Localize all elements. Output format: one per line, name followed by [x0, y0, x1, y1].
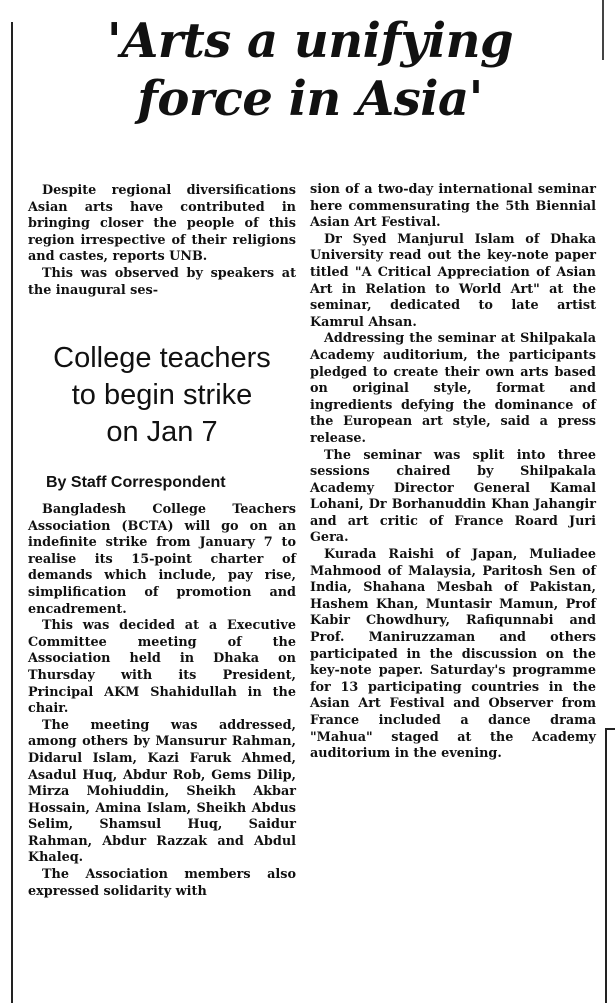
article-body-right-column	[310, 182, 596, 763]
headline-line-1: 'Arts a unifying	[106, 13, 514, 69]
sidebar-headline-line-2: to begin strike	[71, 379, 253, 411]
sidebar-headline	[26, 340, 298, 451]
headline-line-2: force in Asia'	[137, 71, 483, 127]
body-paragraph: This was observed by speakers at the inaugural ses-	[28, 265, 296, 298]
sidebar-body-column	[28, 502, 296, 900]
body-paragraph: Despite regional diversifications Asian arts have contributed in bringing closer the people of this region irrespective of their religions and castes, reports UNB.	[28, 183, 296, 265]
column-rule-left	[11, 22, 13, 1003]
body-paragraph: This was decided at a Executive Committee meeting of the Association held in Dhaka on Thursday with its President, Principal AKM Shahidullah in the chair.	[28, 618, 296, 717]
sidebar-headline-line-3: on Jan 7	[106, 416, 218, 448]
column-rule-right-bottom	[605, 728, 607, 1003]
body-paragraph: sion of a two-day international seminar here commensurating the 5th Biennial Asian Art Festival.	[310, 182, 596, 231]
article-headline	[20, 12, 600, 128]
article-body-left-column	[28, 183, 296, 299]
column-rule-right-top	[602, 0, 604, 60]
body-paragraph: Bangladesh College Teachers Association (BCTA) will go on an indefinite strike from January 7 to realise its 15-point charter of demands which include, pay rise, simplification of promotion and encadrement.	[28, 502, 296, 617]
body-paragraph: Dr Syed Manjurul Islam of Dhaka University read out the key-note paper titled "A Critical Appreciation of Asian Art in Relation to World Art" at the seminar, dedicated to late artist Kamrul Ahsan.	[310, 231, 596, 330]
body-paragraph: The seminar was split into three sessions chaired by Shilpakala Academy Director General Kamal Lohani, Dr Borhanuddin Khan Jahangir and art critic of France Roard Juri Gera.	[310, 447, 596, 546]
box-corner-rule	[605, 728, 615, 730]
byline: By Staff Correspondent	[46, 474, 226, 491]
body-paragraph: The Association members also expressed solidarity with	[28, 867, 296, 899]
body-paragraph: The meeting was addressed, among others by Mansurur Rahman, Didarul Islam, Kazi Faruk Ahmed, Asadul Huq, Abdur Rob, Gems Dilip, Mirza Mohiuddin, Sheikh Akbar Hossain, Amina Islam, Sheikh Abdus Selim, Shamsul Huq, Saidur Rahman, Abdur Razzak and Abdul Khaleq.	[28, 717, 296, 866]
sidebar-headline-line-1: College teachers	[53, 342, 271, 374]
body-paragraph: Addressing the seminar at Shilpakala Academy auditorium, the participants pledged to create their own arts based on original style, format and ingredients defying the dominance of the European art style, said a press release.	[310, 331, 596, 446]
body-paragraph: Kurada Raishi of Japan, Muliadee Mahmood of Malaysia, Paritosh Sen of India, Shahana Mesbah of Pakistan, Hashem Khan, Muntasir Mamun, Prof Kabir Chowdhury, Rafiqunnabi and Prof. Maniruzzaman and others participated in the discussion on the key-note paper. Saturday's programme for 13 participating countries in the Asian Art Festival and Observer from France included a dance drama "Mahua" staged at the Academy auditorium in the evening.	[310, 547, 596, 762]
